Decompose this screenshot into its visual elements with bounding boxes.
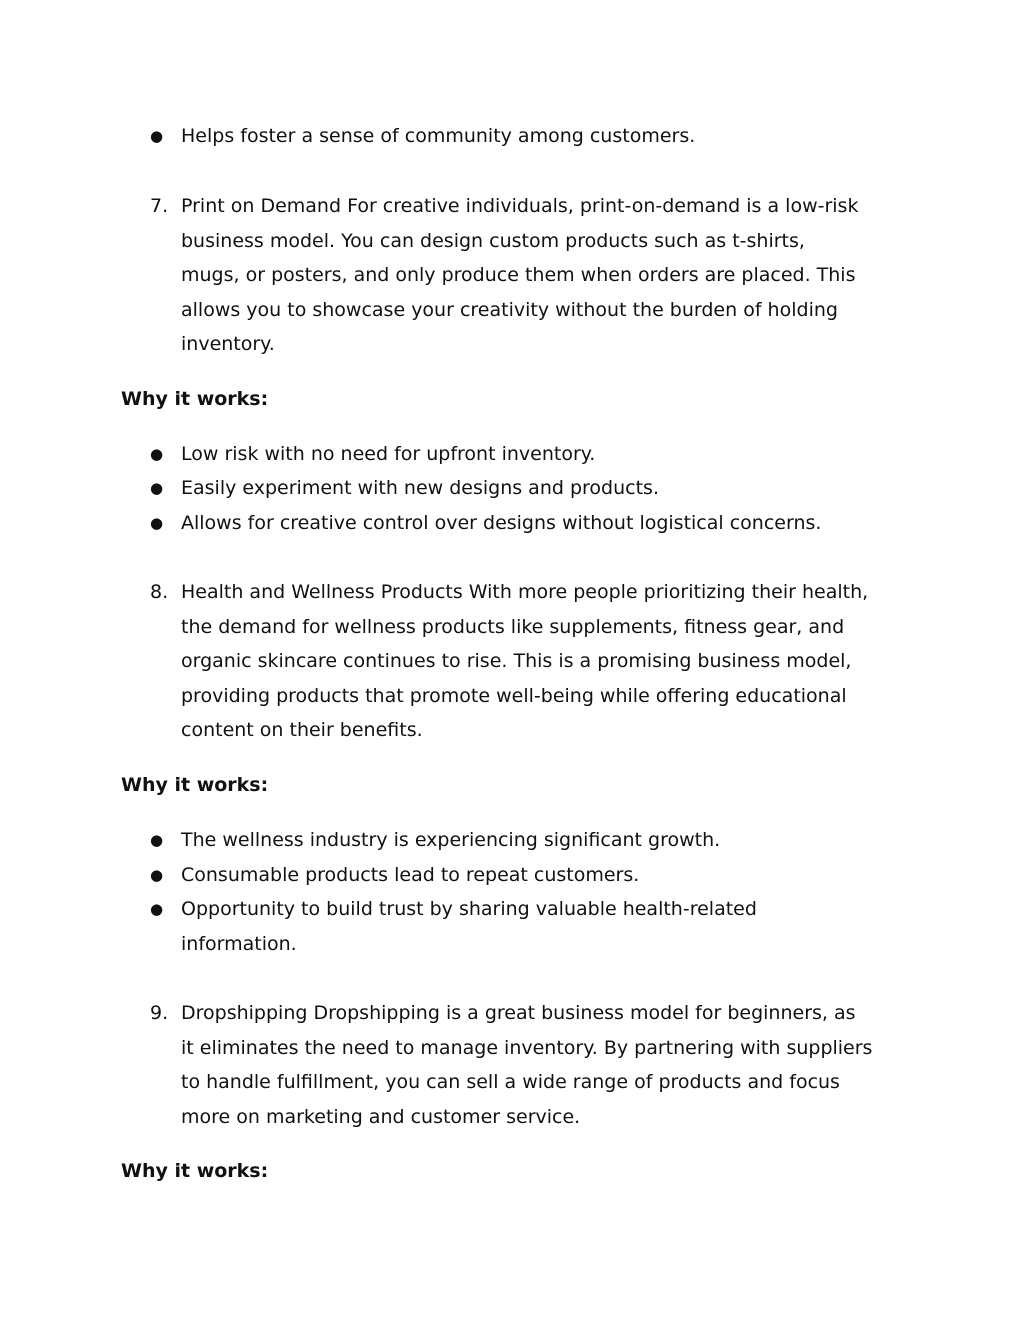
paragraph-line: business model. You can design custom products such as t-shirts,: [181, 229, 805, 252]
item-number: 7.: [150, 195, 169, 217]
bullet-text: [181, 892, 911, 961]
item-paragraph: [181, 996, 903, 1134]
bullet-icon: ●: [150, 127, 164, 145]
item-paragraph: [181, 189, 903, 362]
item-number: 9.: [150, 1002, 169, 1024]
bullet-text: Helps foster a sense of community among customers.: [181, 125, 696, 147]
bullet-text: Low risk with no need for upfront inventory.: [181, 443, 596, 465]
bullet-line: information.: [181, 932, 297, 955]
bullet-icon: ●: [150, 831, 164, 849]
paragraph-line: inventory.: [181, 333, 275, 356]
bullet-icon: ●: [150, 900, 164, 918]
paragraph-line: allows you to showcase your creativity without the burden of holding: [181, 298, 838, 321]
paragraph-line: Health and Wellness Products With more people prioritizing their health,: [181, 581, 869, 603]
bullet-icon: ●: [150, 445, 164, 463]
bullet-icon: ●: [150, 866, 164, 884]
bullet-icon: ●: [150, 514, 164, 532]
item-paragraph: [181, 575, 903, 748]
paragraph-line: the demand for wellness products like supplements, fitness gear, and: [181, 615, 845, 638]
bullet-text: Easily experiment with new designs and products.: [181, 477, 659, 499]
paragraph-line: Dropshipping Dropshipping is a great business model for beginners, as: [181, 1002, 856, 1024]
paragraph-line: more on marketing and customer service.: [181, 1105, 581, 1128]
paragraph-line: Print on Demand For creative individuals, print-on-demand is a low-risk: [181, 195, 859, 217]
item-number: 8.: [150, 581, 169, 603]
bullet-text: Allows for creative control over designs without logistical concerns.: [181, 512, 822, 534]
paragraph-line: providing products that promote well-being while offering educational: [181, 684, 847, 707]
paragraph-line: mugs, or posters, and only produce them when orders are placed. This: [181, 264, 856, 287]
bullet-text: The wellness industry is experiencing significant growth.: [181, 829, 721, 851]
why-it-works-heading: Why it works:: [121, 774, 269, 796]
paragraph-line: it eliminates the need to manage inventory. By partnering with suppliers: [181, 1036, 873, 1059]
paragraph-line: to handle fulfillment, you can sell a wide range of products and focus: [181, 1071, 840, 1094]
paragraph-line: organic skincare continues to rise. This is a promising business model,: [181, 650, 852, 673]
bullet-icon: ●: [150, 479, 164, 497]
bullet-text: Consumable products lead to repeat customers.: [181, 864, 640, 886]
why-it-works-heading: Why it works:: [121, 388, 269, 410]
bullet-line: Opportunity to build trust by sharing valuable health-related: [181, 898, 757, 920]
why-it-works-heading: Why it works:: [121, 1160, 269, 1182]
paragraph-line: content on their benefits.: [181, 719, 423, 742]
